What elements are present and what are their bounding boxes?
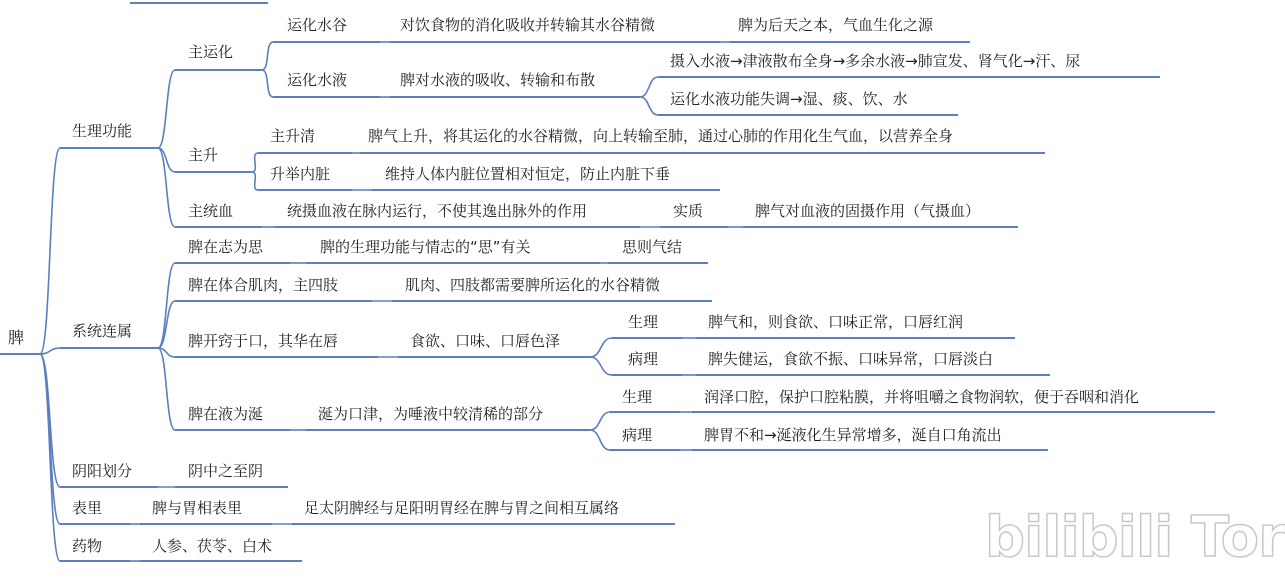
- connector-node-mouth-desc-to-node-mouth-pathology: [590, 357, 612, 375]
- node-spleen-stomach: 脾与胃相表里: [152, 499, 243, 517]
- node-medicine-list-underline: [140, 560, 302, 562]
- root-node-spleen: 脾: [8, 328, 25, 347]
- connector-node-fluids-desc-to-node-fluid-intake-chain: [640, 77, 658, 97]
- node-mouth-pathology-desc-underline: [696, 374, 1050, 376]
- node-mouth-pathology: 病理: [628, 350, 659, 368]
- node-extreme-yin-underline: [175, 486, 288, 488]
- node-physiological-function: 生理功能: [72, 122, 133, 140]
- node-fluid-intake-chain: 摄入水液→津液散布全身→多余水液→肺宣发、肾气化→汗、尿: [670, 52, 1081, 70]
- node-extreme-yin: 阴中之至阴: [188, 462, 264, 480]
- node-govern-blood-underline: [175, 226, 262, 228]
- node-ascend-clear-desc: 脾气上升，将其运化的水谷精微，向上转输至肺，通过心肺的作用化生气血，以营养全身: [368, 127, 954, 145]
- node-system-connections-underline: [60, 347, 158, 349]
- node-governs-ascent-underline: [175, 171, 252, 173]
- connector-root-to-node-physiological-function: [40, 148, 60, 354]
- node-opens-mouth-underline: [175, 356, 378, 358]
- connector-node-governs-transformation-to-node-transform-fluids: [262, 70, 273, 97]
- node-fluid-dysfunction: 运化水液功能失调→湿、痰、饮、水: [670, 90, 908, 108]
- node-muscles-desc-underline: [392, 300, 712, 302]
- node-saliva-pathology-desc: 脾胃不和→涎液化生异常增多，涎自口角流出: [704, 426, 1002, 444]
- node-essence-label: 实质: [673, 202, 704, 220]
- node-mouth-desc: 食欲、口味、口唇色泽: [410, 332, 561, 350]
- connector-node-governs-ascent-to-node-lift-organs: [252, 172, 258, 190]
- node-saliva-pathology-desc-underline: [692, 449, 1048, 451]
- connector-node-governs-ascent-to-node-ascend-clear: [252, 153, 258, 172]
- node-mouth-physiology-desc: 脾气和，则食欲、口味正常，口唇红润: [708, 313, 964, 331]
- node-fluids-desc: 脾对水液的吸收、转输和布散: [400, 71, 596, 89]
- root-node-spleen-underline: [0, 353, 40, 355]
- node-acquired-foundation: 脾为后天之本，气血生化之源: [738, 16, 934, 34]
- node-fluid-saliva-underline: [175, 429, 290, 431]
- node-acquired-foundation-underline: [730, 41, 970, 43]
- node-saliva-desc-underline: [306, 429, 590, 431]
- node-physiological-function-underline: [60, 147, 158, 149]
- node-mouth-physiology-underline: [612, 337, 682, 339]
- connector-node-system-connections-to-node-emotion-thought: [158, 263, 175, 348]
- node-ascend-clear-desc-underline: [360, 152, 1045, 154]
- node-muscles-desc: 肌肉、四肢都需要脾所运化的水谷精微: [405, 276, 661, 294]
- node-yin-yang-underline: [60, 486, 158, 488]
- connector-node-fluids-desc-to-node-fluid-dysfunction: [640, 97, 658, 115]
- node-saliva-physiology-desc: 润泽口腔，保护口腔粘膜，并将咀嚼之食物润软，便于吞咽和消化: [704, 388, 1140, 406]
- node-thought-qi-knot: 思则气结: [622, 238, 683, 256]
- node-thought-qi-knot-underline: [608, 262, 708, 264]
- node-meridian-desc: 足太阴脾经与足阳明胃经在脾与胃之间相互属络: [304, 499, 620, 517]
- node-mouth-pathology-desc: 脾失健运，食欲不振、口味异常，口唇淡白: [708, 350, 994, 368]
- node-govern-blood-desc: 统摄血液在脉内运行，不使其逸出脉外的作用: [287, 202, 588, 220]
- node-medicine-list: 人参、茯苓、白术: [152, 537, 273, 555]
- node-mouth-pathology-underline: [612, 374, 682, 376]
- connector-root-to-node-medicines: [40, 354, 60, 561]
- node-fluid-dysfunction-underline: [658, 114, 958, 116]
- node-transform-food-underline: [273, 41, 380, 43]
- node-governs-transformation: 主运化: [188, 43, 234, 61]
- node-transform-food: 运化水谷: [287, 16, 348, 34]
- node-lift-organs-desc-underline: [372, 189, 720, 191]
- node-body-muscles: 脾在体合肌肉，主四肢: [188, 276, 339, 294]
- node-exterior-interior-underline: [60, 523, 130, 525]
- node-spleen-stomach-underline: [140, 523, 272, 525]
- node-fluids-desc-underline: [390, 96, 640, 98]
- node-ascend-clear: 主升清: [270, 127, 316, 145]
- node-fluid-saliva: 脾在液为涎: [188, 405, 264, 423]
- node-saliva-physiology-desc-underline: [692, 411, 1215, 413]
- node-govern-blood-desc-underline: [275, 226, 640, 228]
- connector-root-to-node-exterior-interior: [40, 354, 60, 524]
- node-saliva-pathology-underline: [610, 449, 680, 451]
- node-exterior-interior: 表里: [72, 499, 103, 517]
- node-lift-organs-desc: 维持人体内脏位置相对恒定，防止内脏下垂: [385, 165, 671, 183]
- connector-node-governs-transformation-to-node-transform-food: [262, 42, 273, 70]
- node-essence-desc-underline: [743, 226, 1018, 228]
- connector-node-saliva-desc-to-node-saliva-physiology: [590, 412, 610, 430]
- connector-node-system-connections-to-node-fluid-saliva: [158, 348, 175, 430]
- node-essence-desc: 脾气对血液的固摄作用（气摄血）: [755, 202, 981, 220]
- node-mouth-desc-underline: [398, 356, 590, 358]
- node-fluid-intake-chain-underline: [658, 76, 1160, 78]
- node-yin-yang: 阴阳划分: [72, 462, 133, 480]
- node-medicines: 药物: [72, 537, 103, 555]
- bilibili-watermark: [985, 495, 1285, 581]
- node-medicines-underline: [60, 560, 130, 562]
- connector-node-mouth-desc-to-node-mouth-physiology: [590, 338, 612, 357]
- node-meridian-desc-underline: [292, 523, 675, 525]
- node-essence-label-underline: [660, 226, 728, 228]
- node-body-muscles-underline: [175, 300, 372, 302]
- node-food-desc: 对饮食物的消化吸收并转输其水谷精微: [400, 16, 656, 34]
- node-govern-blood: 主统血: [188, 202, 234, 220]
- node-governs-transformation-underline: [175, 69, 262, 71]
- node-transform-fluids: 运化水液: [287, 71, 348, 89]
- node-lift-organs: 升举内脏: [270, 165, 331, 183]
- node-system-connections: 系统连属: [72, 322, 133, 340]
- node-food-desc-underline: [390, 41, 720, 43]
- node-lift-organs-underline: [258, 189, 352, 191]
- node-opens-mouth: 脾开窍于口，其华在唇: [188, 332, 339, 350]
- connector-node-physiological-function-to-node-governs-transformation: [158, 70, 175, 148]
- node-thought-desc-underline: [306, 262, 600, 264]
- node-emotion-thought: 脾在志为思: [188, 238, 264, 256]
- node-thought-desc: 脾的生理功能与情志的“思”有关: [320, 238, 531, 256]
- node-saliva-pathology: 病理: [622, 426, 653, 444]
- node-emotion-thought-underline: [175, 262, 290, 264]
- watermark-text: bilibili Tor: [985, 505, 1285, 570]
- node-saliva-physiology-underline: [610, 411, 680, 413]
- node-saliva-desc: 涎为口津，为唾液中较清稀的部分: [318, 405, 544, 423]
- top-fragment-underline: [130, 2, 268, 4]
- node-mouth-physiology-desc-underline: [696, 337, 1015, 339]
- connector-node-saliva-desc-to-node-saliva-pathology: [590, 430, 610, 450]
- node-transform-fluids-underline: [273, 96, 380, 98]
- node-mouth-physiology: 生理: [628, 313, 659, 331]
- node-ascend-clear-underline: [258, 152, 352, 154]
- node-governs-ascent: 主升: [188, 146, 219, 164]
- node-saliva-physiology: 生理: [622, 388, 653, 406]
